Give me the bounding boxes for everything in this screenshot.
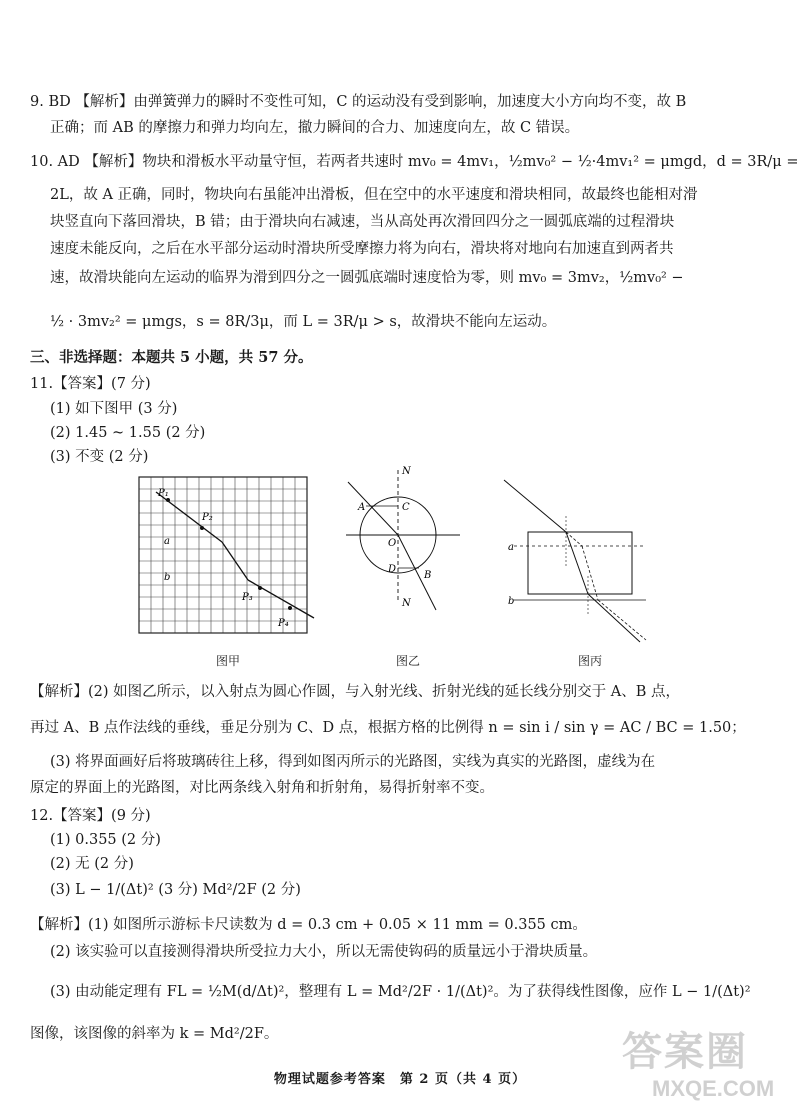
- q10-line1: 10. AD 【解析】物块和滑板水平动量守恒，若两者共速时 mv₀ = 4mv₁，½mv₀² − ½·4mv₁² = μmgd，d = 3R/μ =: [30, 154, 799, 170]
- label-p2: P₂: [202, 512, 213, 523]
- label-b: b: [164, 572, 171, 583]
- label-a: a: [164, 536, 170, 547]
- watermark-line2: MXQE.COM: [652, 1076, 775, 1101]
- q12-explanation-2: (2) 该实验可以直接测得滑块所受拉力大小，所以无需使钩码的质量远小于滑块质量。: [50, 944, 598, 960]
- figure-a-caption: 图甲: [216, 654, 241, 668]
- q10-line2: 2L，故 A 正确，同时，物块向右虽能冲出滑板，但在空中的水平速度和滑块相同，故最终也能相对滑: [50, 187, 698, 203]
- q9-line1: 9. BD 【解析】由弹簧弹力的瞬时不变性可知，C 的运动没有受到影响，加速度大小方向均不变，故 B: [30, 94, 687, 110]
- q12-answer-1: (1) 0.355 (2 分): [50, 832, 161, 848]
- q9-line2: 正确；而 AB 的摩擦力和弹力均向左，撤力瞬间的合力、加速度向左，故 C 错误。: [50, 120, 580, 136]
- label-O: O: [388, 538, 397, 549]
- q11-answer-3: (3) 不变 (2 分): [50, 449, 149, 465]
- q12-explanation-3: (3) 由动能定理有 FL = ½M(d/Δt)²，整理有 L = Md²/2F · 1/(Δt)²。为了获得线性图像，应作 L − 1/(Δt)²: [50, 984, 751, 1000]
- figure-b-caption: 图乙: [396, 654, 421, 668]
- q12-answer-3: (3) L − 1/(Δt)² (3 分) Md²/2F (2 分): [50, 882, 301, 898]
- q11-answer-2: (2) 1.45 ~ 1.55 (2 分): [50, 425, 206, 441]
- figure-c-caption: 图丙: [578, 654, 603, 668]
- q11-explanation-2: 再过 A、B 点作法线的垂线，垂足分别为 C、D 点，根据方格的比例得 n = sin i / sin γ = AC / BC = 1.50；: [30, 720, 746, 736]
- section-heading: 三、非选择题：本题共 5 小题，共 57 分。: [30, 349, 313, 366]
- figure-c-block: [500, 476, 650, 648]
- label-p1: P₁: [158, 488, 169, 499]
- figure-a-grid: [138, 476, 320, 648]
- q11-header: 11.【答案】(7 分): [30, 376, 151, 392]
- watermark-line1: 答案圈: [622, 1028, 748, 1075]
- q11-explanation-4: 原定的界面上的光路图，对比两条线入射角和折射角，易得折射率不变。: [30, 780, 494, 796]
- label-b-block: b: [508, 596, 515, 607]
- label-B: B: [424, 570, 432, 581]
- q10-line4: 速度未能反向，之后在水平部分运动时滑块所受摩擦力将为向右，滑块将对地向右加速直到两者共: [50, 241, 674, 257]
- q12-answer-2: (2) 无 (2 分): [50, 856, 134, 872]
- label-C: C: [402, 502, 410, 513]
- label-n-bottom: N: [402, 598, 411, 609]
- q10-line5: 速，故滑块能向左运动的临界为滑到四分之一圆弧底端时速度恰为零，则 mv₀ = 3mv₂，½mv₀² −: [50, 270, 684, 286]
- q11-explanation-1: 【解析】(2) 如图乙所示，以入射点为圆心作圆，与入射光线、折射光线的延长线分别交于 A、B 点，: [30, 684, 680, 700]
- label-p4: P₄: [278, 618, 289, 629]
- label-p3: P₃: [242, 592, 253, 603]
- q11-explanation-3: (3) 将界面画好后将玻璃砖往上移，得到如图丙所示的光路图，实线为真实的光路图，虚线为在: [50, 754, 656, 770]
- label-n-top: N: [402, 466, 411, 477]
- q11-answer-1: (1) 如下图甲 (3 分): [50, 401, 178, 417]
- q10-line6: ½ · 3mv₂² = μmgs，s = 8R/3μ，而 L = 3R/μ > s，故滑块不能向左运动。: [50, 314, 557, 330]
- q12-explanation-1: 【解析】(1) 如图所示游标卡尺读数为 d = 0.3 cm + 0.05 × 11 mm = 0.355 cm。: [30, 917, 587, 933]
- figure-b-circle: [338, 460, 468, 620]
- q12-header: 12.【答案】(9 分): [30, 808, 151, 824]
- label-D: D: [388, 564, 397, 575]
- watermark-logo: [612, 1020, 782, 1110]
- label-a-block: a: [508, 542, 514, 553]
- q12-explanation-4: 图像，该图像的斜率为 k = Md²/2F。: [30, 1026, 279, 1042]
- q10-line3: 块竖直向下落回滑块，B 错；由于滑块向右减速，当从高处再次滑回四分之一圆弧底端的过程滑块: [50, 214, 675, 230]
- page-footer: 物理试题参考答案 第 2 页（共 4 页）: [273, 1072, 527, 1087]
- label-A: A: [358, 502, 366, 513]
